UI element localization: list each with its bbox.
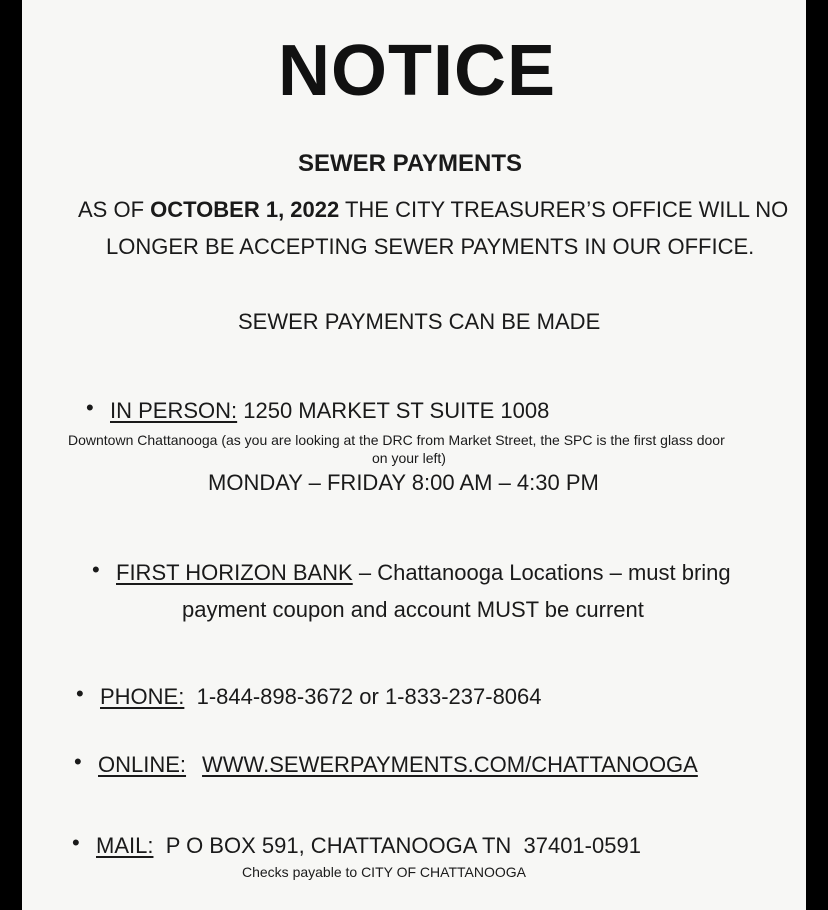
bank-line-1-rest: – Chattanooga Locations – must bring [352,560,731,585]
in-person-note-line-2: on your left) [372,450,446,466]
online-label: ONLINE: [98,752,187,777]
bank-label: FIRST HORIZON BANK [116,560,353,585]
mail-label: MAIL: [96,833,154,858]
bullet-icon: • [74,749,82,774]
bank-line-1 [116,560,731,586]
bullet-icon: • [76,681,84,706]
payment-options-heading: SEWER PAYMENTS CAN BE MADE [238,309,601,334]
phone-numbers: 1-844-898-3672 or 1-833-237-8064 [184,684,542,709]
mail-checks-note: Checks payable to CITY OF CHATTANOOGA [242,864,526,880]
in-person-hours: MONDAY – FRIDAY 8:00 AM – 4:30 PM [208,470,599,495]
mail-address: P O BOX 591, CHATTANOOGA TN 37401-0591 [153,833,641,858]
intro-line-1 [78,197,788,223]
online-line [98,752,698,778]
in-person-address: 1250 MARKET ST SUITE 1008 [237,398,550,423]
bullet-icon: • [86,395,94,420]
effective-date: OCTOBER 1, 2022 [150,197,340,222]
in-person-note-line-1: Downtown Chattanooga (as you are looking at the DRC from Market Street, the SPC is the first glass door [68,432,725,448]
phone-line [100,684,542,710]
section-heading: SEWER PAYMENTS [298,150,523,177]
phone-label: PHONE: [100,684,185,709]
bullet-icon: • [92,557,100,582]
mail-line [96,833,641,859]
intro-line-2: LONGER BE ACCEPTING SEWER PAYMENTS IN OUR OFFICE. [106,234,755,259]
intro-line-1-rest: THE CITY TREASURER’S OFFICE WILL NO [339,197,789,222]
online-url-link[interactable]: WWW.SEWERPAYMENTS.COM/CHATTANOOGA [202,752,698,777]
intro-prefix: AS OF [78,197,151,222]
bullet-icon: • [72,830,80,855]
in-person-label: IN PERSON: [110,398,238,423]
in-person-line [110,398,549,424]
page-title: NOTICE [278,31,557,111]
bank-line-2: payment coupon and account MUST be current [182,597,644,622]
